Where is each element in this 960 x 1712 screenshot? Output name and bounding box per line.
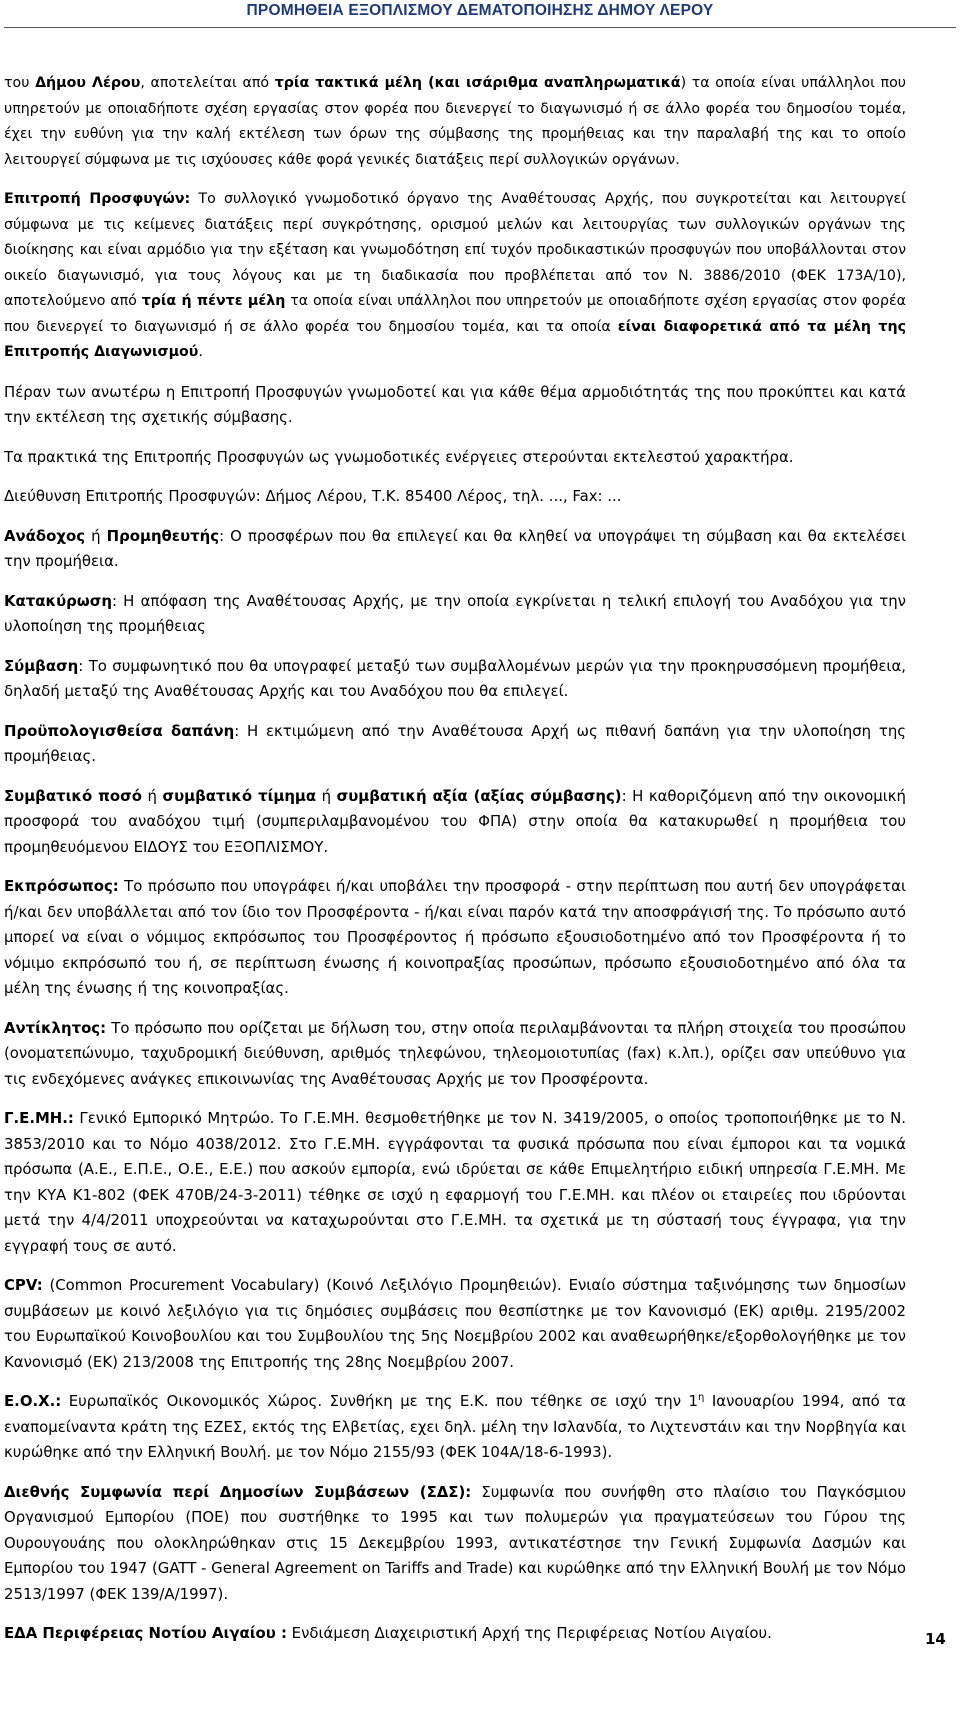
definition-term: Συμβατικό ποσό xyxy=(4,786,142,805)
bold-term: Δήμου Λέρου xyxy=(35,75,141,91)
text-run: Ιανουαρίου 1994, από τα εναπομείναντα κράτη της ΕΖΕΣ, εκτός της Ελβετίας, εχει δηλ. μέλη την Ισλανδία, το Λιχτενστάιν και την Νορβηγία και κυρώθηκε από την Ελληνική Βουλή. με τον Νόμο 2155/93 (ΦΕΚ 104Α/18-6-1993). xyxy=(4,1392,907,1461)
definition-term: Σύμβαση xyxy=(4,656,79,675)
header-divider xyxy=(4,27,956,28)
definition-term: συμβατικό τίμημα xyxy=(162,786,317,805)
text-run: . xyxy=(198,344,203,360)
text-run: Ενδιάμεση Διαχειριστική Αρχή της Περιφέρειας Νοτίου Αιγαίου. xyxy=(286,1624,772,1642)
text-run: Γενικό Εμπορικό Μητρώο. Το Γ.Ε.ΜΗ. θεσμοθετήθηκε με τον Ν. 3419/2005, ο οποίος τροποποιήθηκε με το Ν. 3853/2010 και το Νόμο 4038/2012. Στο Γ.Ε.ΜΗ. εγγράφονται τα φυσικά πρόσωπα που είναι έμποροι και τα νομικά πρόσωπα (Α.Ε., Ε.Π.Ε., Ο.Ε., Ε.Ε.) που ασκούν εμπορία, ενώ ιδρύεται σε κάθε Επιμελητήριο ειδική υπηρεσία Γ.Ε.ΜΗ. Με την ΚΥΑ Κ1-802 (ΦΕΚ 470Β/24-3-2011) τέθηκε σε ισχύ η εφαρμογή του Γ.Ε.ΜΗ. και πλέον οι εταιρείες που ιδρύονται μετά την 4/4/2011 υποχρεούνται να καταχωρούνται στο Γ.Ε.ΜΗ. τα σχετικά με τη σύστασή τους έγγραφα, για την εγγραφή τους σε αυτό. xyxy=(4,1109,906,1255)
text-run: ή xyxy=(85,526,107,545)
definition-term: ΕΔΑ Περιφέρειας Νοτίου Αιγαίου : xyxy=(4,1624,287,1642)
text-run: Συμφωνία που συνήφθη στο πλαίσιο του Παγκόσμιου Οργανισμού Εμπορίου (ΠΟΕ) που συστήθηκε το 1995 και των πολυμερών για πραγματεύσεων του Γύρου της Ουρουγουάης που ολοκληρώθηκαν στις 15 Δεκεμβρίου 1993, αντικατέστησε την Γενική Συμφωνία Δασμών και Εμπορίου του 1947 (GATT - General Agreement on Tariffs and Trade) και κυρώθηκε από την Ελληνική Βουλή με τον Νόμο 2513/1997 (ΦΕΚ 139/Α/1997). xyxy=(4,1482,906,1603)
document-body xyxy=(4,71,906,1661)
definition-term: Διεθνής Συμφωνία περί Δημοσίων Συμβάσεων (ΣΔΣ): xyxy=(4,1482,472,1501)
definition-term: CPV: xyxy=(4,1276,43,1294)
paragraph-managing-authority xyxy=(4,1621,906,1647)
text-run: ) τα οποία είναι υπάλληλοι που υπηρετούν με οποιαδήποτε σχέση εργασίας στον φορέα που διενεργεί το διαγωνισμό ή σε άλλο φορέα του δημοσίου τομέα, έχει την ευθύνη για την καλή εκτέλεση των όρων της σύμβασης της προμήθειας και την παραλαβή της και το οποίο λειτουργεί σύμφωνα με τις ισχύουσες κάθε φορά γενικές διατάξεις περί συλλογικών οργάνων. xyxy=(4,75,906,168)
text-run: : Το συμφωνητικό που θα υπογραφεί μεταξύ των συμβαλλομένων μερών για την προκηρυσσόμενη προμήθεια, δηλαδή μεταξύ της Αναθέτουσας Αρχής και του Αναδόχου που θα επιλεγεί. xyxy=(4,656,906,700)
bold-term: τρία τακτικά μέλη (και ισάριθμα αναπληρωματικά xyxy=(274,75,681,91)
text-run: , αποτελείται από xyxy=(140,75,275,91)
text-run: ή xyxy=(316,786,337,805)
text-run: τα οποία είναι υπάλληλοι που υπηρετούν με οποιαδήποτε σχέση εργασίας στον φορέα που διενεργεί το διαγωνισμό ή σε άλλο φορέα του δημοσίου τομέα, και τα οποία xyxy=(4,293,907,335)
paragraph-contract xyxy=(4,654,906,705)
paragraph-eea xyxy=(4,1389,906,1466)
paragraph-gpa xyxy=(4,1480,906,1608)
definition-term: Κατακύρωση xyxy=(4,591,112,610)
paragraph-appeals-minutes: Τα πρακτικά της Επιτροπής Προσφυγών ως γνωμοδοτικές ενέργειες στερούνται εκτελεστού χαρακτήρα. xyxy=(4,447,794,466)
text-run: του xyxy=(4,75,36,91)
paragraph-gemi xyxy=(4,1106,906,1259)
definition-term: Εκπρόσωπος: xyxy=(4,877,119,895)
bold-term: είναι διαφορετικά από τα μέλη της Επιτροπής Διαγωνισμού xyxy=(4,318,906,360)
text-run: ή xyxy=(142,786,163,805)
text-run: (Common Procurement Vocabulary) (Κοινό Λεξιλόγιο Προμηθειών). Ενιαίο σύστημα ταξινόμησης των δημοσίων συμβάσεων με κοινό λεξιλόγιο για τις δημόσιες συμβάσεις που θεσπίστηκε με τον Κανονισμό (ΕΚ) αριθμ. 2195/2002 του Ευρωπαϊκού Κοινοβουλίου και του Συμβουλίου της 5ης Νοεμβρίου 2002 και αναθεωρήθηκε/εξορθολογήθηκε με τον Κανονισμό (ΕΚ) 213/2008 της Επιτροπής της 28ης Νοεμβρίου 2007. xyxy=(4,1276,906,1371)
paragraph-budget xyxy=(4,719,906,770)
text-run: : Η καθοριζόμενη από την οικονομική προσφορά του αναδόχου τιμή (συμπεριλαμβανομένου του ΦΠΑ) στην οποία θα κατακυρωθεί η προμήθεια του προμηθευόμενου ΕΙΔΟΥΣ του ΕΞΟΠΛΙΣΜΟΥ. xyxy=(4,786,906,856)
paragraph-contract-amount xyxy=(4,784,906,861)
paragraph-appeals-address: Διεύθυνση Επιτροπής Προσφυγών: Δήμος Λέρου, Τ.Κ. 85400 Λέρος, τηλ. ..., Fax: ... xyxy=(4,487,622,505)
paragraph-representative xyxy=(4,874,906,1002)
definition-term: Προϋπολογισθείσα δαπάνη xyxy=(4,721,235,740)
paragraph-committee-members xyxy=(4,71,906,173)
paragraph-award xyxy=(4,589,906,640)
definition-term: συμβατική αξία (αξίας σύμβασης) xyxy=(336,786,622,805)
definition-term: Επιτροπή Προσφυγών: xyxy=(4,191,191,207)
paragraph-agent xyxy=(4,1016,906,1093)
text-run: Το συλλογικό γνωμοδοτικό όργανο της Αναθέτουσας Αρχής, που συγκροτείται και λειτουργεί σύμφωνα με τις κείμενες διατάξεις περί συγκρότησης, ορισμού μελών και λειτουργίας των συλλογικών οργάνων της διοίκησης και είναι αρμόδιο για την εξέταση και γνωμοδότηση επί τυχόν προδικαστικών προσφυγών που υποβάλλονται στον οικείο διαγωνισμό, για τους λόγους και με τη διαδικασία που προβλέπεται από τον Ν. 3886/2010 (ΦΕΚ 173Α/10), αποτελούμενο από xyxy=(4,191,906,309)
text-run: Το πρόσωπο που υπογράφει ή/και υποβάλει την προσφορά - στην περίπτωση που αυτή δεν υπογράφεται ή/και δεν υποβάλλεται από τον ίδιο τον Προσφέροντα - ή/και είναι παρόν κατά την αποσφράγισή της. Το πρόσωπο αυτό μπορεί να είναι ο νόμιμος εκπρόσωπος του Προσφέροντος ή πρόσωπο εξουσιοδοτημένο από τον Προσφέροντα ή το νόμιμο εκπρόσωπό του ή, σε περίπτωση ένωσης ή κοινοπραξίας προσώπων, πρόσωπο εξουσιοδοτημένο από όλα τα μέλη της ένωσης ή της κοινοπραξίας. xyxy=(4,877,906,997)
text-run: Ευρωπαϊκός Οικονομικός Χώρος. Συνθήκη με της Ε.Κ. που τέθηκε σε ισχύ την 1 xyxy=(61,1392,699,1410)
definition-term: Προμηθευτής xyxy=(106,526,220,545)
text-run: : Η απόφαση της Αναθέτουσας Αρχής, με την οποία εγκρίνεται η τελική επιλογή του Αναδόχου για την υλοποίηση της προμήθειας xyxy=(4,591,906,635)
ordinal-superscript: η xyxy=(698,1392,705,1404)
bold-term: τρία ή πέντε μέλη xyxy=(141,293,286,309)
text-run: : Η εκτιμώμενη από την Αναθέτουσα Αρχή ως πιθανή δαπάνη για την υλοποίηση της προμήθειας. xyxy=(4,721,907,765)
paragraph-cpv xyxy=(4,1273,906,1375)
text-run: Το πρόσωπο που ορίζεται με δήλωση του, στην οποία περιλαμβάνονται τα πλήρη στοιχεία του προσώπου (ονοματεπώνυμο, ταχυδρομική διεύθυνση, αριθμός τηλεφώνου, τηλεομοιοτυπίας (fax) κ.λπ.), ορίζει σαν υπεύθυνο για τις ενδεχόμενες ανάγκες επικοινωνίας της Αναθέτουσας Αρχής με τον Προσφέροντα. xyxy=(4,1018,906,1088)
text-run: : Ο προσφέρων που θα επιλεγεί και θα κληθεί να υπογράψει τη σύμβαση και θα εκτελέσει την προμήθεια. xyxy=(4,526,907,570)
definition-term: Γ.Ε.ΜΗ.: xyxy=(4,1109,74,1127)
paragraph-appeals-opinion: Πέραν των ανωτέρω η Επιτροπή Προσφυγών γνωμοδοτεί και για κάθε θέμα αρμοδιότητάς της που προκύπτει και κατά την εκτέλεση της σχετικής σύμβασης. xyxy=(4,382,906,426)
page-number: 14 xyxy=(925,1630,946,1648)
definition-term: Αντίκλητος: xyxy=(4,1018,107,1037)
paragraph-contractor xyxy=(4,524,906,575)
paragraph-appeals-committee xyxy=(4,187,906,366)
document-header: ΠΡΟΜΗΘΕΙΑ ΕΞΟΠΛΙΣΜΟΥ ΔΕΜΑΤΟΠΟΙΗΣΗΣ ΔΗΜΟΥ ΛΕΡΟΥ xyxy=(246,2,714,19)
definition-term: Ανάδοχος xyxy=(4,526,86,545)
definition-term: Ε.Ο.Χ.: xyxy=(4,1392,62,1410)
